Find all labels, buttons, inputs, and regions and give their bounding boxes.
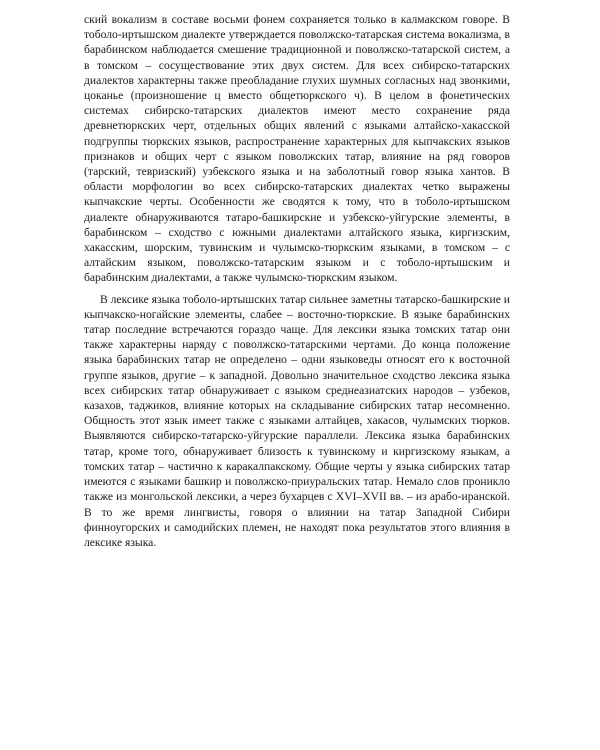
paragraph-phonetics-morphology: ский вокализм в составе восьми фонем сохраняется только в калмакском говоре. В тоболо-иртышском диалекте утверждается поволжско-татарская система вокализма, в барабинском наблюдается смешение традиционной и поволжско-татарской систем, а в томском – сосуществование этих двух систем. Для всех сибирско-татарских диалектов характерны также преобладание глухих шумных согласных над звонкими, цоканье (произношение ц вместо общетюркского ч). В целом в фонетических системах сибирско-татарских диалектов имеют место сохранение ряда древнетюркских черт, отдельных общих явлений с языками алтайско-хакасской подгруппы тюркских языков, распространение характерных для кыпчакских языков признаков и общих черт с языком поволжских татар, влияние на ряд говоров (тарский, тевризский) узбекского языка и на заболотный говор языка хантов. В области морфологии во всех сибирско-татарских диалектах четко выражены кыпчакские черты. Особенности же сводятся к тому, что в тоболо-иртышском диалекте обнаруживаются татаро-башкирские и узбекско-уйгурские элементы, в барабинском – сходство с южными диалектами алтайского языка, киргизским, хакасским, шорским, тувинским и чулымско-тюркским языками, в томском – с алтайским языком, поволжско-татарским языком и с тоболо-иртышским и барабинским диалектами, а также чулымско-тюркским языком. bbox=[84, 13, 510, 285]
paragraph-lexicon: В лексике языка тоболо-иртышских татар сильнее заметны татарско-башкирские и кыпчакско-ногайские элементы, слабее – восточно-тюркские. В языке барабинских татар последние встречаются гораздо чаще. Для лексики языка томских татар они также характерны наряду с поволжско-татарскими чертами. До конца положение языка барабинских татар не определено – одни языковеды относят его к восточной группе языков, другие – к западной. Довольно значительное сходство лексика языка всех сибирских татар обнаруживает с языком среднеазиатских народов – узбеков, казахов, таджиков, влияние которых на складывание сибирских татар несомненно. Общность этот язык имеет также с языками алтайцев, хакасов, чулымских тюрков. Выявляются сибирско-татарско-уйгурские параллели. Лексика языка барабинских татар, кроме того, обнаруживает близость к тувинскому и киргизскому языкам, а томских татар – частично к каракалпакскому. Общие черты у языка сибирских татар имеются с языками башкир и поволжско-приуральских татар. Немало слов проникло также из монгольской лексики, а через бухарцев с XVI–XVII вв. – из арабо-иранской. В то же время лингвисты, говоря о влиянии на татар Западной Сибири финноугорских и самодийских племен, не находят пока результатов этого влияния в лексике языка. bbox=[84, 292, 510, 549]
